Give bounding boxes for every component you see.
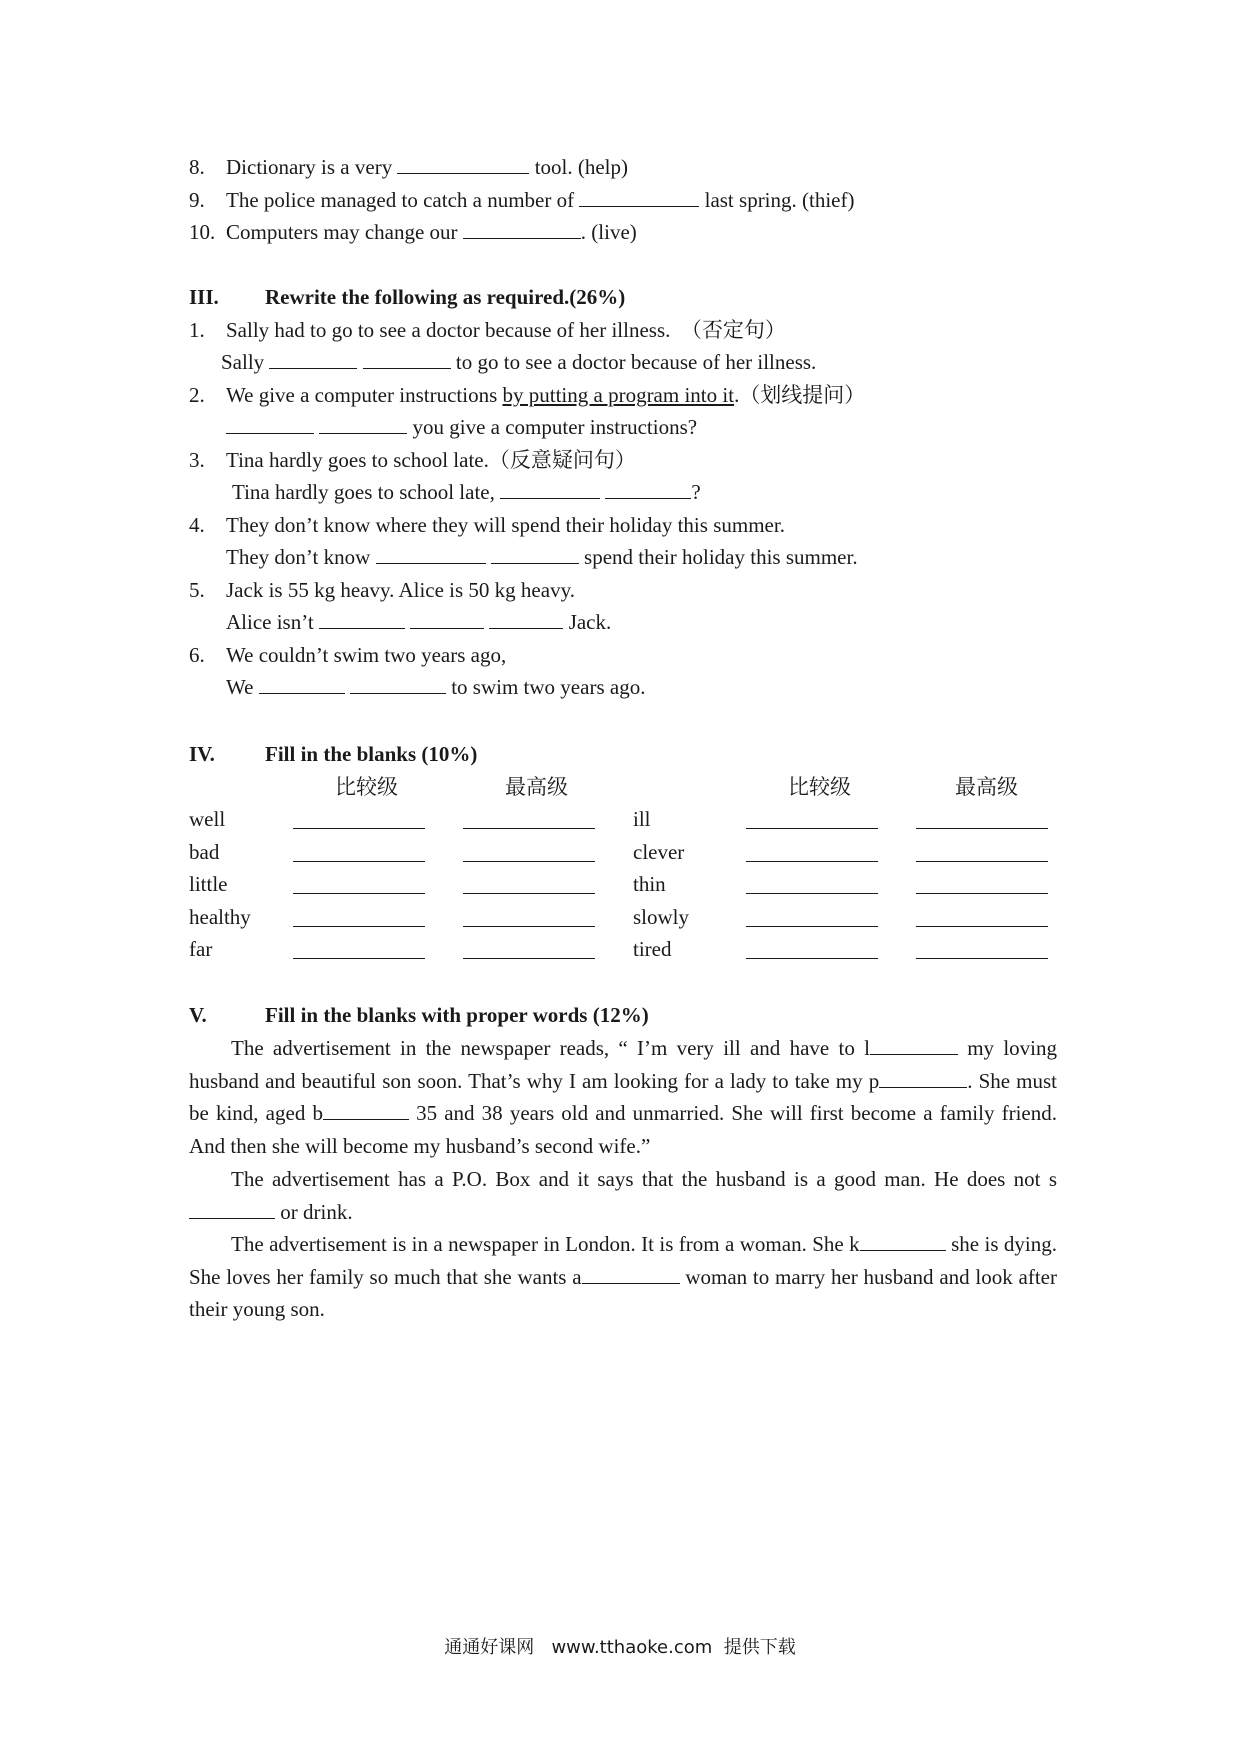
question-text: They don’t know where they will spend their holiday this summer. <box>226 513 785 537</box>
answer-blank[interactable] <box>860 1232 946 1251</box>
answer-blank[interactable] <box>463 220 581 239</box>
answer-blank[interactable] <box>916 861 1048 862</box>
answer-blank[interactable] <box>870 1036 958 1055</box>
answer-blank[interactable] <box>746 893 878 894</box>
answer-blank[interactable] <box>491 545 579 564</box>
underlined-phrase: by putting a program into it <box>502 383 735 407</box>
answer-line: Tina hardly goes to school late, ? <box>232 480 701 504</box>
question-text: Sally had to go to see a doctor because of her illness. （否定句） <box>226 318 786 342</box>
column-header-superlative: 最高级 <box>505 775 568 799</box>
answer-blank[interactable] <box>489 610 563 629</box>
adjective-word: tired <box>633 937 672 961</box>
answer-blank[interactable] <box>879 1069 967 1088</box>
answer-blank[interactable] <box>319 415 407 434</box>
answer-blank[interactable] <box>376 545 486 564</box>
section-number: V. <box>189 1003 207 1027</box>
answer-blank[interactable] <box>363 350 451 369</box>
answer-blank[interactable] <box>463 861 595 862</box>
answer-blank[interactable] <box>350 675 446 694</box>
answer-blank[interactable] <box>916 893 1048 894</box>
section-title: Fill in the blanks (10%) <box>265 742 478 766</box>
adjective-word: well <box>189 807 226 831</box>
section-number: IV. <box>189 742 215 766</box>
adjective-word: little <box>189 872 228 896</box>
answer-blank[interactable] <box>259 675 345 694</box>
item-number: 5. <box>189 578 205 602</box>
answer-blank[interactable] <box>746 828 878 829</box>
question-item: Computers may change our . (live) <box>226 220 637 244</box>
answer-line: Alice isn’t Jack. <box>226 610 612 634</box>
answer-blank[interactable] <box>226 415 314 434</box>
answer-blank[interactable] <box>463 828 595 829</box>
answer-blank[interactable] <box>269 350 357 369</box>
item-number: 10. <box>189 220 216 244</box>
answer-blank[interactable] <box>916 926 1048 927</box>
answer-blank[interactable] <box>293 958 425 959</box>
cloze-paragraph-3: The advertisement is in a newspaper in London. It is from a woman. She k she is dying. She loves her family so much that she wants a woman to marry her husband and look after their young son. <box>189 1232 1057 1322</box>
answer-blank[interactable] <box>410 610 484 629</box>
answer-blank[interactable] <box>293 861 425 862</box>
answer-blank[interactable] <box>746 958 878 959</box>
adjective-word: bad <box>189 840 220 864</box>
section-title: Rewrite the following as required.(26%) <box>265 285 626 309</box>
cloze-paragraph-1: The advertisement in the newspaper reads, “ I’m very ill and have to l my loving husband and beautiful son soon. That’s why I am looking for a lady to take my p . She must be kind, aged b 35 and 38 years old and unmarried. She will first become a family friend. And then she will become my husband’s second wife.” <box>189 1036 1058 1158</box>
item-number: 1. <box>189 318 205 342</box>
answer-blank[interactable] <box>916 958 1048 959</box>
column-header-comparative: 比较级 <box>335 775 398 799</box>
answer-blank[interactable] <box>579 188 699 207</box>
adjective-word: healthy <box>189 905 251 929</box>
section-title: Fill in the blanks with proper words (12%) <box>265 1003 649 1027</box>
answer-blank[interactable] <box>746 861 878 862</box>
item-number: 3. <box>189 448 205 472</box>
answer-line: Sally to go to see a doctor because of her illness. <box>221 350 817 374</box>
answer-blank[interactable] <box>397 155 529 174</box>
question-text: We give a computer instructions by putting a program into it.（划线提问） <box>226 383 866 407</box>
column-header-superlative: 最高级 <box>955 775 1018 799</box>
answer-blank[interactable] <box>293 828 425 829</box>
item-number: 4. <box>189 513 205 537</box>
answer-blank[interactable] <box>463 893 595 894</box>
question-text: Jack is 55 kg heavy. Alice is 50 kg heavy. <box>226 578 575 602</box>
answer-blank[interactable] <box>746 926 878 927</box>
item-number: 2. <box>189 383 205 407</box>
section-number: III. <box>189 285 219 309</box>
answer-blank[interactable] <box>605 480 691 499</box>
adjective-word: ill <box>633 807 651 831</box>
item-number: 6. <box>189 643 205 667</box>
adjective-word: clever <box>633 840 685 864</box>
answer-blank[interactable] <box>582 1265 680 1284</box>
answer-blank[interactable] <box>319 610 405 629</box>
item-number: 8. <box>189 155 205 179</box>
cloze-paragraph-2: The advertisement has a P.O. Box and it says that the husband is a good man. He does not s or drink. <box>189 1163 1057 1228</box>
adjective-word: far <box>189 937 213 961</box>
answer-blank[interactable] <box>323 1101 409 1120</box>
answer-blank[interactable] <box>463 958 595 959</box>
answer-line: you give a computer instructions? <box>226 414 697 440</box>
footer-credit: 通通好课网 www.tthaoke.com 提供下载 <box>444 1637 796 1658</box>
column-header-comparative: 比较级 <box>788 775 851 799</box>
question-text: Tina hardly goes to school late.（反意疑问句） <box>226 448 636 472</box>
question-item: The police managed to catch a number of last spring. (thief) <box>226 188 855 212</box>
question-text: We couldn’t swim two years ago, <box>226 643 507 667</box>
answer-blank[interactable] <box>500 480 600 499</box>
answer-line: We to swim two years ago. <box>226 675 646 699</box>
question-item: Dictionary is a very tool. (help) <box>226 155 629 179</box>
item-number: 9. <box>189 188 205 212</box>
answer-blank[interactable] <box>293 893 425 894</box>
answer-blank[interactable] <box>463 926 595 927</box>
answer-blank[interactable] <box>293 926 425 927</box>
answer-blank[interactable] <box>916 828 1048 829</box>
answer-line: They don’t know spend their holiday this summer. <box>226 545 858 569</box>
adjective-word: slowly <box>633 905 690 929</box>
adjective-word: thin <box>633 872 666 896</box>
answer-blank[interactable] <box>189 1200 275 1219</box>
